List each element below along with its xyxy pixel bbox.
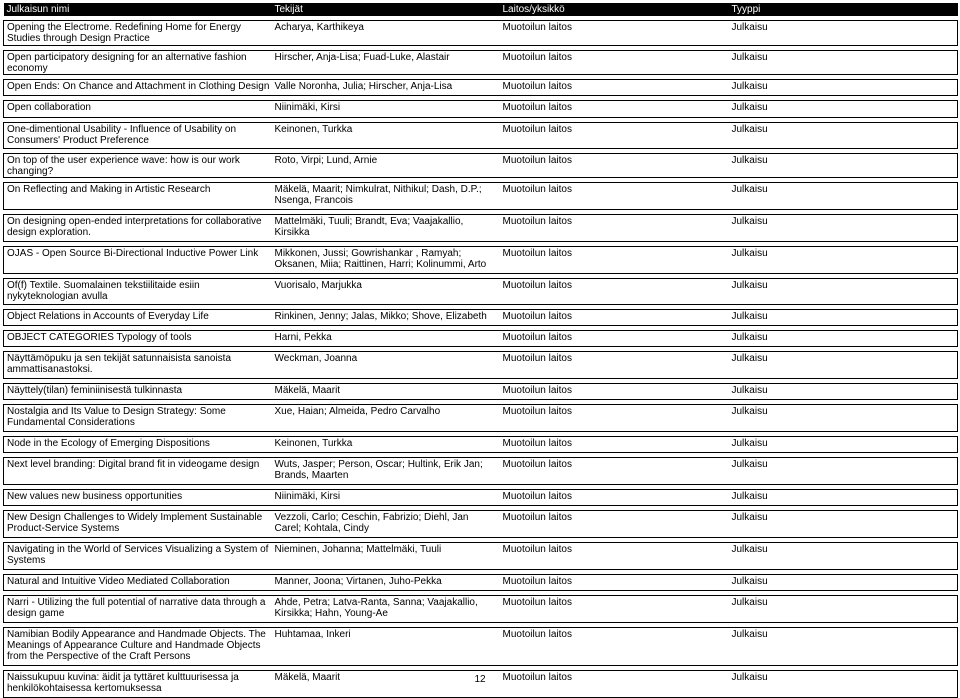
cell-authors: Acharya, Karthikeya	[272, 21, 500, 46]
cell-title: Open collaboration	[4, 101, 272, 118]
cell-authors: Valle Noronha, Julia; Hirscher, Anja-Lisa	[272, 80, 500, 96]
table-row	[4, 80, 958, 96]
cell-unit: Muotoilun laitos	[500, 101, 729, 118]
table-row	[4, 21, 958, 46]
cell-type: Julkaisu	[729, 279, 958, 305]
table-row	[4, 183, 958, 210]
cell-type: Julkaisu	[729, 671, 958, 698]
cell-unit: Muotoilun laitos	[500, 21, 729, 46]
cell-title: Node in the Ecology of Emerging Dispositions	[4, 437, 272, 453]
header-unit: Laitos/yksikkö	[500, 3, 729, 16]
cell-title: Object Relations in Accounts of Everyday Life	[4, 310, 272, 326]
cell-authors: Vezzoli, Carlo; Ceschin, Fabrizio; Diehl, Jan Carel; Kohtala, Cindy	[272, 511, 500, 538]
cell-title: OBJECT CATEGORIES Typology of tools	[4, 331, 272, 347]
cell-title: On Reflecting and Making in Artistic Research	[4, 183, 272, 210]
cell-type: Julkaisu	[729, 51, 958, 75]
cell-authors: Mäkelä, Maarit	[272, 671, 500, 698]
cell-title: Nostalgia and Its Value to Design Strategy: Some Fundamental Considerations	[4, 405, 272, 432]
cell-unit: Muotoilun laitos	[500, 628, 729, 666]
cell-authors: Niinimäki, Kirsi	[272, 490, 500, 506]
table-row	[4, 405, 958, 432]
table-header-row	[4, 3, 958, 16]
cell-type: Julkaisu	[729, 310, 958, 326]
table-row	[4, 437, 958, 453]
cell-type: Julkaisu	[729, 511, 958, 538]
publications-table	[3, 3, 958, 698]
cell-authors: Mattelmäki, Tuuli; Brandt, Eva; Vaajakallio, Kirsikka	[272, 215, 500, 242]
table-row	[4, 154, 958, 178]
cell-type: Julkaisu	[729, 384, 958, 400]
cell-type: Julkaisu	[729, 490, 958, 506]
table-row	[4, 101, 958, 118]
table-row	[4, 279, 958, 305]
cell-authors: Wuts, Jasper; Person, Oscar; Hultink, Erik Jan; Brands, Maarten	[272, 458, 500, 485]
table-row	[4, 123, 958, 149]
table-row	[4, 352, 958, 379]
table-row	[4, 490, 958, 506]
cell-authors: Harni, Pekka	[272, 331, 500, 347]
table-row	[4, 310, 958, 326]
cell-title: Narri - Utilizing the full potential of narrative data through a design game	[4, 596, 272, 623]
cell-authors: Vuorisalo, Marjukka	[272, 279, 500, 305]
cell-title: Of(f) Textile. Suomalainen tekstiilitaide esiin nykyteknologian avulla	[4, 279, 272, 305]
cell-authors: Xue, Haian; Almeida, Pedro Carvalho	[272, 405, 500, 432]
header-authors: Tekijät	[272, 3, 500, 16]
cell-authors: Rinkinen, Jenny; Jalas, Mikko; Shove, Elizabeth	[272, 310, 500, 326]
header-title: Julkaisun nimi	[4, 3, 272, 16]
cell-unit: Muotoilun laitos	[500, 437, 729, 453]
cell-title: Opening the Electrome. Redefining Home for Energy Studies through Design Practice	[4, 21, 272, 46]
cell-unit: Muotoilun laitos	[500, 458, 729, 485]
cell-unit: Muotoilun laitos	[500, 405, 729, 432]
cell-unit: Muotoilun laitos	[500, 384, 729, 400]
cell-title: Näyttely(tilan) feminiinisestä tulkinnasta	[4, 384, 272, 400]
header-type: Tyyppi	[729, 3, 958, 16]
table-row	[4, 596, 958, 623]
cell-title: On designing open-ended interpretations for collaborative design exploration.	[4, 215, 272, 242]
cell-authors: Huhtamaa, Inkeri	[272, 628, 500, 666]
cell-type: Julkaisu	[729, 183, 958, 210]
cell-title: Navigating in the World of Services Visualizing a System of Systems	[4, 543, 272, 570]
cell-type: Julkaisu	[729, 437, 958, 453]
cell-unit: Muotoilun laitos	[500, 671, 729, 698]
cell-title: Namibian Bodily Appearance and Handmade Objects. The Meanings of Appearance Culture and Handmade Objects from the Perspective of the Craft Persons	[4, 628, 272, 666]
cell-type: Julkaisu	[729, 405, 958, 432]
cell-authors: Mikkonen, Jussi; Gowrishankar , Ramyah; Oksanen, Miia; Raittinen, Harri; Kolinummi, Arto	[272, 247, 500, 274]
cell-unit: Muotoilun laitos	[500, 511, 729, 538]
table-row	[4, 247, 958, 274]
cell-title: One-dimentional Usability - Influence of Usability on Consumers' Product Preference	[4, 123, 272, 149]
cell-unit: Muotoilun laitos	[500, 154, 729, 178]
cell-type: Julkaisu	[729, 247, 958, 274]
table-row	[4, 543, 958, 570]
cell-title: Open Ends: On Chance and Attachment in Clothing Design	[4, 80, 272, 96]
table-body	[4, 16, 958, 698]
cell-title: Näyttämöpuku ja sen tekijät satunnaisista sanoista ammattisanastoksi.	[4, 352, 272, 379]
cell-type: Julkaisu	[729, 575, 958, 591]
cell-type: Julkaisu	[729, 352, 958, 379]
cell-unit: Muotoilun laitos	[500, 247, 729, 274]
table-row	[4, 511, 958, 538]
cell-title: Open participatory designing for an alternative fashion economy	[4, 51, 272, 75]
cell-type: Julkaisu	[729, 215, 958, 242]
table-row	[4, 628, 958, 666]
cell-title: On top of the user experience wave: how is our work changing?	[4, 154, 272, 178]
cell-title: New values new business opportunities	[4, 490, 272, 506]
cell-authors: Nieminen, Johanna; Mattelmäki, Tuuli	[272, 543, 500, 570]
cell-unit: Muotoilun laitos	[500, 352, 729, 379]
cell-type: Julkaisu	[729, 458, 958, 485]
cell-title: Natural and Intuitive Video Mediated Collaboration	[4, 575, 272, 591]
cell-unit: Muotoilun laitos	[500, 183, 729, 210]
table-row	[4, 215, 958, 242]
cell-authors: Ahde, Petra; Latva-Ranta, Sanna; Vaajakallio, Kirsikka; Hahn, Young-Ae	[272, 596, 500, 623]
table-row	[4, 575, 958, 591]
cell-title: New Design Challenges to Widely Implement Sustainable Product-Service Systems	[4, 511, 272, 538]
table-row	[4, 331, 958, 347]
cell-authors: Manner, Joona; Virtanen, Juho-Pekka	[272, 575, 500, 591]
cell-type: Julkaisu	[729, 628, 958, 666]
cell-unit: Muotoilun laitos	[500, 596, 729, 623]
cell-authors: Hirscher, Anja-Lisa; Fuad-Luke, Alastair	[272, 51, 500, 75]
cell-unit: Muotoilun laitos	[500, 490, 729, 506]
cell-type: Julkaisu	[729, 596, 958, 623]
cell-type: Julkaisu	[729, 154, 958, 178]
cell-type: Julkaisu	[729, 21, 958, 46]
cell-unit: Muotoilun laitos	[500, 123, 729, 149]
cell-type: Julkaisu	[729, 331, 958, 347]
cell-authors: Weckman, Joanna	[272, 352, 500, 379]
cell-authors: Niinimäki, Kirsi	[272, 101, 500, 118]
cell-unit: Muotoilun laitos	[500, 279, 729, 305]
cell-authors: Roto, Virpi; Lund, Arnie	[272, 154, 500, 178]
cell-unit: Muotoilun laitos	[500, 543, 729, 570]
page-number: 12	[474, 674, 486, 685]
cell-type: Julkaisu	[729, 101, 958, 118]
cell-title: Naissukupuu kuvina: äidit ja tyttäret kulttuurisessa ja henkilökohtaisessa kertomuksessa	[4, 671, 272, 698]
table-row	[4, 51, 958, 75]
cell-unit: Muotoilun laitos	[500, 575, 729, 591]
cell-title: Next level branding: Digital brand fit in videogame design	[4, 458, 272, 485]
cell-type: Julkaisu	[729, 80, 958, 96]
cell-type: Julkaisu	[729, 543, 958, 570]
cell-unit: Muotoilun laitos	[500, 215, 729, 242]
cell-authors: Keinonen, Turkka	[272, 437, 500, 453]
cell-unit: Muotoilun laitos	[500, 80, 729, 96]
cell-unit: Muotoilun laitos	[500, 310, 729, 326]
cell-authors: Keinonen, Turkka	[272, 123, 500, 149]
cell-title: OJAS - Open Source Bi-Directional Inductive Power Link	[4, 247, 272, 274]
cell-type: Julkaisu	[729, 123, 958, 149]
table-row	[4, 458, 958, 485]
cell-unit: Muotoilun laitos	[500, 51, 729, 75]
cell-authors: Mäkelä, Maarit	[272, 384, 500, 400]
cell-authors: Mäkelä, Maarit; Nimkulrat, Nithikul; Dash, D.P.; Nsenga, Francois	[272, 183, 500, 210]
cell-unit: Muotoilun laitos	[500, 331, 729, 347]
table-row	[4, 384, 958, 400]
